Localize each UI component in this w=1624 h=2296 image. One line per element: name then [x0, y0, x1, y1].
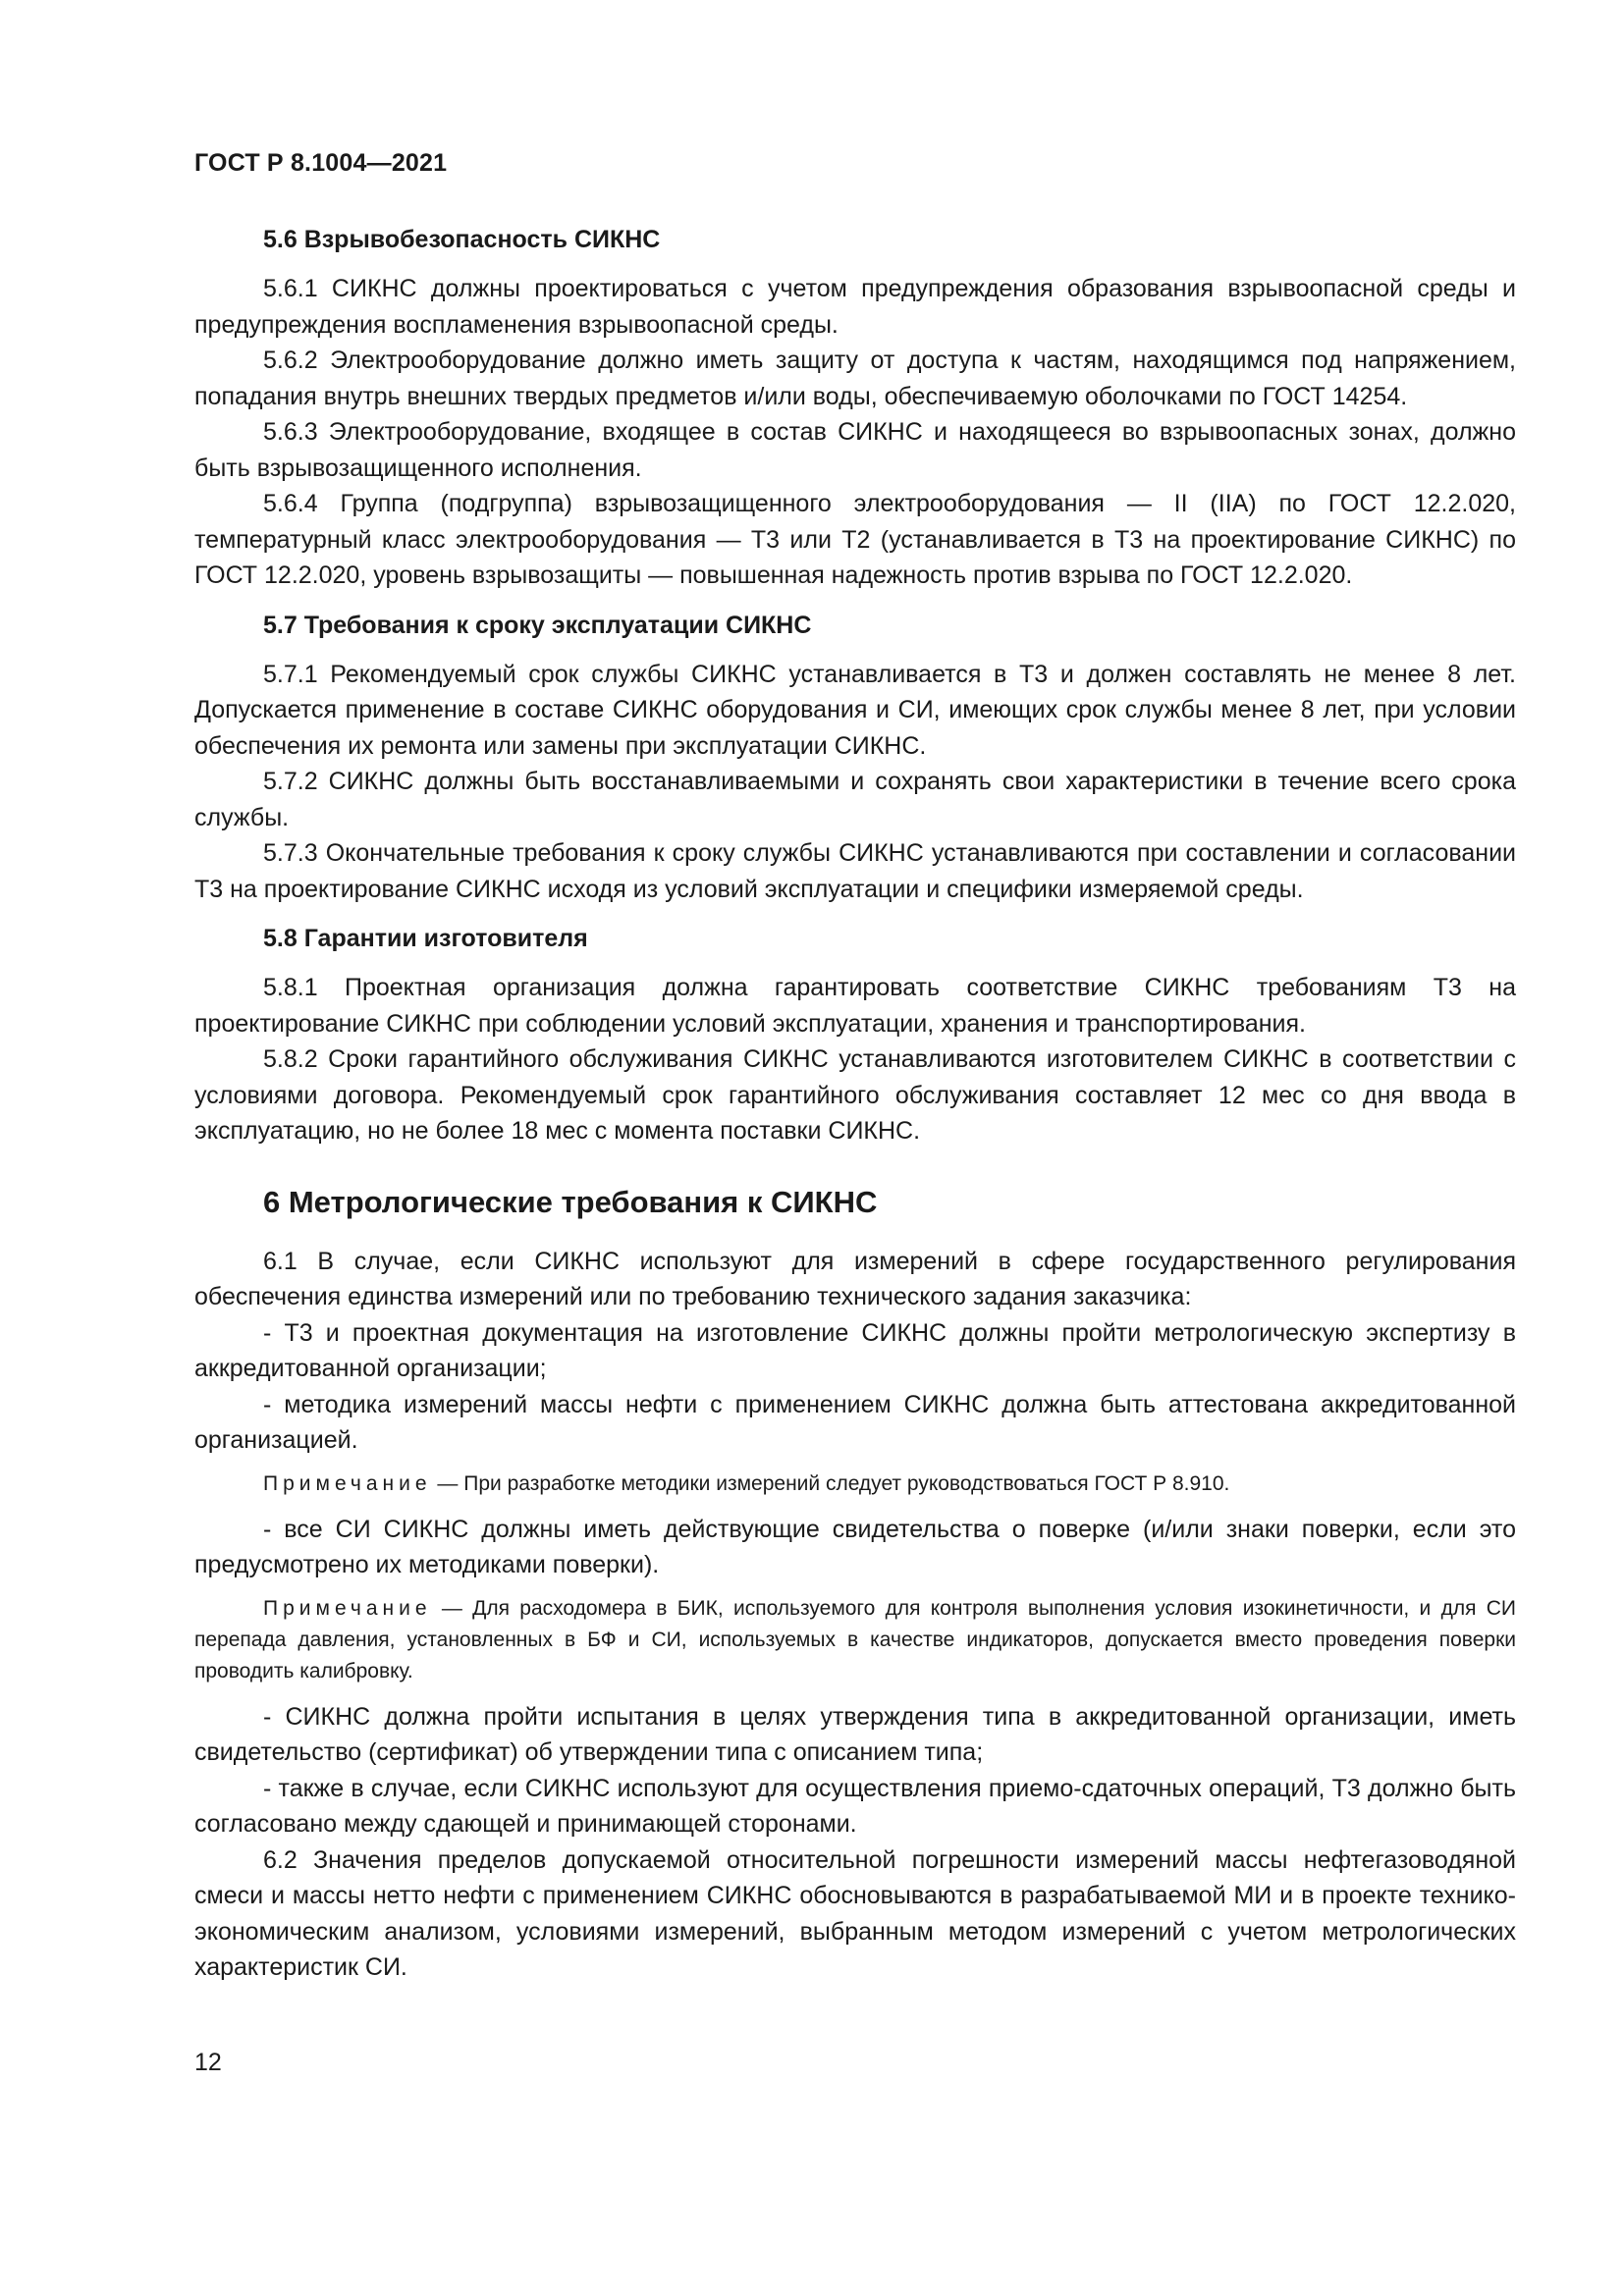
section-heading-5-8: 5.8 Гарантии изготовителя: [263, 925, 588, 952]
paragraph-5-6-2: 5.6.2 Электрооборудование должно иметь защиту от доступа к частям, находящимся под напряжением, попадания внутрь внешних твердых предметов и/или воды, обеспечиваемую оболочками по ГОСТ 14254.: [194, 347, 1516, 410]
list-item-verification: - все СИ СИКНС должны иметь действующие свидетельства о поверке (и/или знаки поверки, если это предусмотрено их методиками поверки).: [194, 1515, 1516, 1578]
paragraph-6-2: 6.2 Значения пределов допускаемой относительной погрешности измерений массы нефтегазоводяной смеси и массы нетто нефти с применением СИКНС обосновываются в разрабатываемой МИ и в проекте технико-экономическим анализом, условиями измерений, выбранным методом измерений с учетом метрологических характеристик СИ.: [194, 1845, 1516, 1981]
paragraph-5-7-3: 5.7.3 Окончательные требования к сроку службы СИКНС устанавливаются при составлении и согласовании Т3 на проектирование СИКНС исходя из условий эксплуатации и специфики измеряемой среды.: [194, 839, 1516, 903]
page-number: 12: [194, 2049, 222, 2076]
note-label: Примечание: [263, 1471, 432, 1495]
paragraph-5-7-2: 5.7.2 СИКНС должны быть восстанавливаемыми и сохранять свои характеристики в течение всего срока службы.: [194, 768, 1516, 831]
paragraph-5-6-4: 5.6.4 Группа (подгруппа) взрывозащищенного электрооборудования — II (IIA) по ГОСТ 12.2.020, температурный класс электрооборудования — Т3 или Т2 (устанавливается в Т3 на проектирование СИКНС) по ГОСТ 12.2.020, уровень взрывозащиты — повышенная надежность против взрыва по ГОСТ 12.2.020.: [194, 490, 1516, 589]
list-item-agreement: - также в случае, если СИКНС используют для осуществления приемо-сдаточных операций, Т3 должно быть согласовано между сдающей и принимающей сторонами.: [194, 1774, 1516, 1838]
paragraph-5-6-3: 5.6.3 Электрооборудование, входящее в состав СИКНС и находящееся во взрывоопасных зонах, должно быть взрывозащищенного исполнения.: [194, 418, 1516, 482]
section-heading-5-7: 5.7 Требования к сроку эксплуатации СИКНС: [263, 611, 812, 639]
note-2-text: — Для расходомера в БИК, используемого для контроля выполнения условия изокинетичности, и для СИ перепада давления, установленных в БФ и СИ, используемых в качестве индикаторов, допускается вместо проведения поверки проводить калибровку.: [194, 1596, 1516, 1682]
list-item-type-approval: - СИКНС должна пройти испытания в целях утверждения типа в аккредитованной организации, иметь свидетельство (сертификат) об утверждении типа с описанием типа;: [194, 1702, 1516, 1766]
note-label: Примечание: [263, 1596, 432, 1620]
note-1-text: — При разработке методики измерений следует руководствоваться ГОСТ Р 8.910.: [431, 1471, 1230, 1495]
paragraph-6-1: 6.1 В случае, если СИКНС используют для измерений в сфере государственного регулирования обеспечения единства измерений или по требованию технического задания заказчика:: [194, 1247, 1516, 1310]
list-item-expertise: - Т3 и проектная документация на изготовление СИКНС должны пройти метрологическую экспертизу в аккредитованной организации;: [194, 1318, 1516, 1382]
document-body: [194, 222, 1516, 1986]
section-heading-5-6: 5.6 Взрывобезопасность СИКНС: [263, 226, 661, 253]
paragraph-5-6-1: 5.6.1 СИКНС должны проектироваться с учетом предупреждения образования взрывоопасной среды и предупреждения воспламенения взрывоопасной среды.: [194, 275, 1516, 339]
document-header: ГОСТ Р 8.1004—2021: [194, 149, 448, 177]
note-2: [194, 1593, 1516, 1687]
paragraph-5-8-2: 5.8.2 Сроки гарантийного обслуживания СИКНС устанавливаются изготовителем СИКНС в соответствии с условиями договора. Рекомендуемый срок гарантийного обслуживания составляет 12 мес со дня ввода в эксплуатацию, но не более 18 мес с момента поставки СИКНС.: [194, 1045, 1516, 1145]
chapter-heading-6: 6 Метрологические требования к СИКНС: [263, 1184, 878, 1219]
paragraph-5-7-1: 5.7.1 Рекомендуемый срок службы СИКНС устанавливается в Т3 и должен составлять не менее 8 лет. Допускается применение в составе СИКНС оборудования и СИ, имеющих срок службы менее 8 лет, при условии обеспечения их ремонта или замены при эксплуатации СИКНС.: [194, 660, 1516, 760]
note-1: [194, 1468, 1516, 1500]
list-item-method-certification: - методика измерений массы нефти с применением СИКНС должна быть аттестована аккредитованной организацией.: [194, 1390, 1516, 1454]
paragraph-5-8-1: 5.8.1 Проектная организация должна гарантировать соответствие СИКНС требованиям Т3 на проектирование СИКНС при соблюдении условий эксплуатации, хранения и транспортирования.: [194, 974, 1516, 1038]
